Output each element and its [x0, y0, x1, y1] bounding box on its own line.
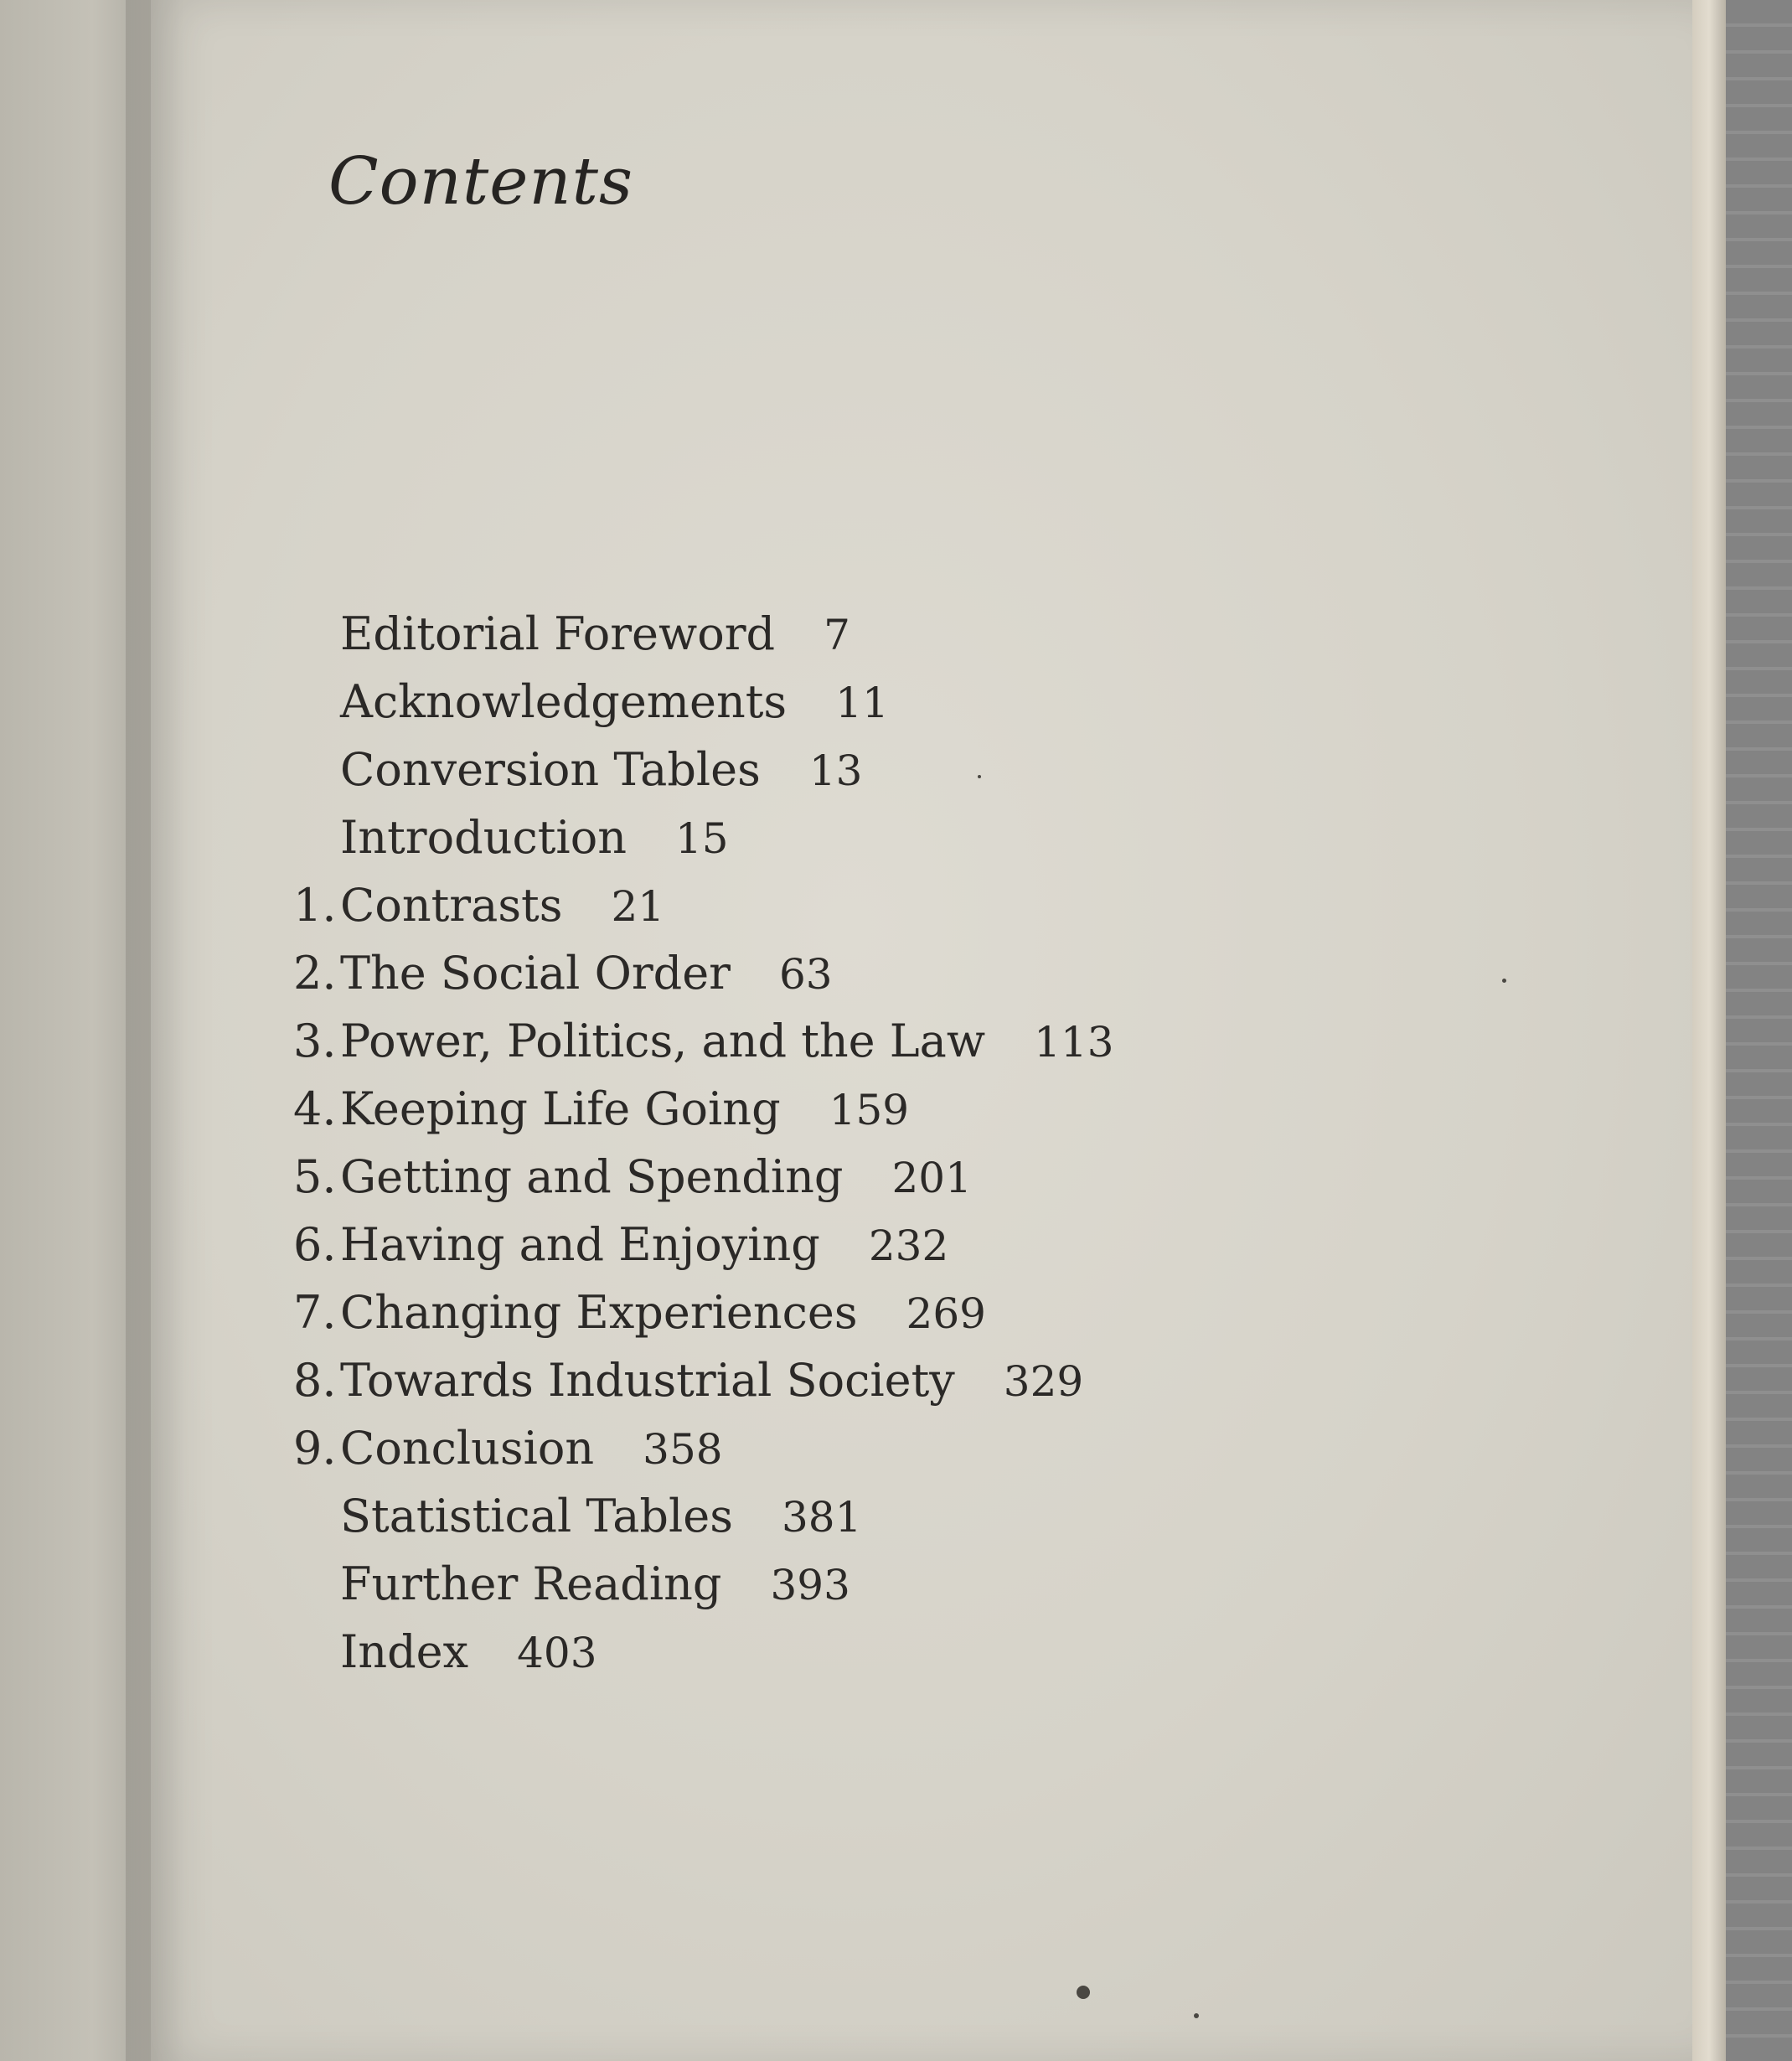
- entry-title: Power, Politics, and the Law: [340, 1015, 986, 1067]
- entry-title: Towards Industrial Society: [340, 1354, 955, 1407]
- entry-title: Conversion Tables: [340, 743, 761, 796]
- entry-page-number: 63: [779, 950, 833, 999]
- contents-heading: Contents: [328, 144, 633, 220]
- toc-entry: [293, 1550, 1299, 1618]
- entry-page-number: 329: [1003, 1357, 1084, 1406]
- entry-page-number: 21: [611, 882, 665, 931]
- entry-title: Further Reading: [340, 1557, 722, 1610]
- paper-speck: [1502, 979, 1506, 983]
- table-of-contents: [293, 600, 1299, 1686]
- entry-page-number: 393: [770, 1561, 850, 1609]
- entry-page-number: 113: [1034, 1018, 1114, 1067]
- toc-entry: [293, 1143, 1299, 1211]
- entry-page-number: 269: [906, 1289, 986, 1338]
- chapter-number: 7.: [293, 1286, 337, 1339]
- chapter-number: 9.: [293, 1422, 337, 1475]
- toc-entry: [293, 668, 1299, 736]
- toc-entry: [293, 600, 1299, 668]
- entry-title: The Social Order: [340, 947, 731, 1000]
- entry-page-number: 159: [829, 1086, 910, 1134]
- chapter-number: 1.: [293, 879, 337, 932]
- toc-entry: [293, 1075, 1299, 1143]
- book-gutter-shadow: [126, 0, 184, 2061]
- toc-entry: [293, 1414, 1299, 1482]
- entry-title: Getting and Spending: [340, 1150, 844, 1203]
- entry-page-number: 15: [674, 814, 729, 863]
- toc-entry: [293, 1007, 1299, 1075]
- chapter-number: 8.: [293, 1354, 337, 1407]
- chapter-number: 5.: [293, 1150, 337, 1203]
- background-surface: [1726, 0, 1792, 2061]
- toc-entry: [293, 1278, 1299, 1346]
- entry-title: Introduction: [340, 811, 627, 864]
- paper-speck: [978, 775, 981, 778]
- entry-page-number: 13: [808, 746, 863, 795]
- entry-page-number: 403: [517, 1629, 597, 1677]
- chapter-number: 2.: [293, 947, 337, 1000]
- entry-page-number: 358: [643, 1425, 723, 1474]
- entry-page-number: 201: [891, 1154, 972, 1202]
- entry-title: Changing Experiences: [340, 1286, 858, 1339]
- toc-entry: [293, 1618, 1299, 1686]
- entry-page-number: 7: [824, 611, 850, 659]
- entry-page-number: 11: [835, 679, 889, 727]
- paper-speck: [1077, 1986, 1090, 1999]
- entry-page-number: 381: [781, 1493, 862, 1542]
- toc-entry: [293, 939, 1299, 1007]
- entry-page-number: 232: [868, 1222, 949, 1270]
- toc-entry: [293, 1346, 1299, 1414]
- toc-entry: [293, 871, 1299, 939]
- entry-title: Editorial Foreword: [340, 607, 776, 660]
- entry-title: Keeping Life Going: [340, 1082, 781, 1135]
- entry-title: Acknowledgements: [340, 675, 788, 728]
- toc-entry: [293, 803, 1299, 871]
- paper-speck: [1194, 2013, 1199, 2018]
- entry-title: Statistical Tables: [340, 1490, 733, 1542]
- entry-title: Index: [340, 1625, 469, 1678]
- page-edges: [1692, 0, 1726, 2061]
- toc-entry: [293, 1211, 1299, 1278]
- entry-title: Having and Enjoying: [340, 1218, 820, 1271]
- toc-entry: [293, 736, 1299, 803]
- chapter-number: 3.: [293, 1015, 337, 1067]
- entry-title: Conclusion: [340, 1422, 595, 1475]
- entry-title: Contrasts: [340, 879, 563, 932]
- chapter-number: 4.: [293, 1082, 337, 1135]
- chapter-number: 6.: [293, 1218, 337, 1271]
- toc-entry: [293, 1482, 1299, 1550]
